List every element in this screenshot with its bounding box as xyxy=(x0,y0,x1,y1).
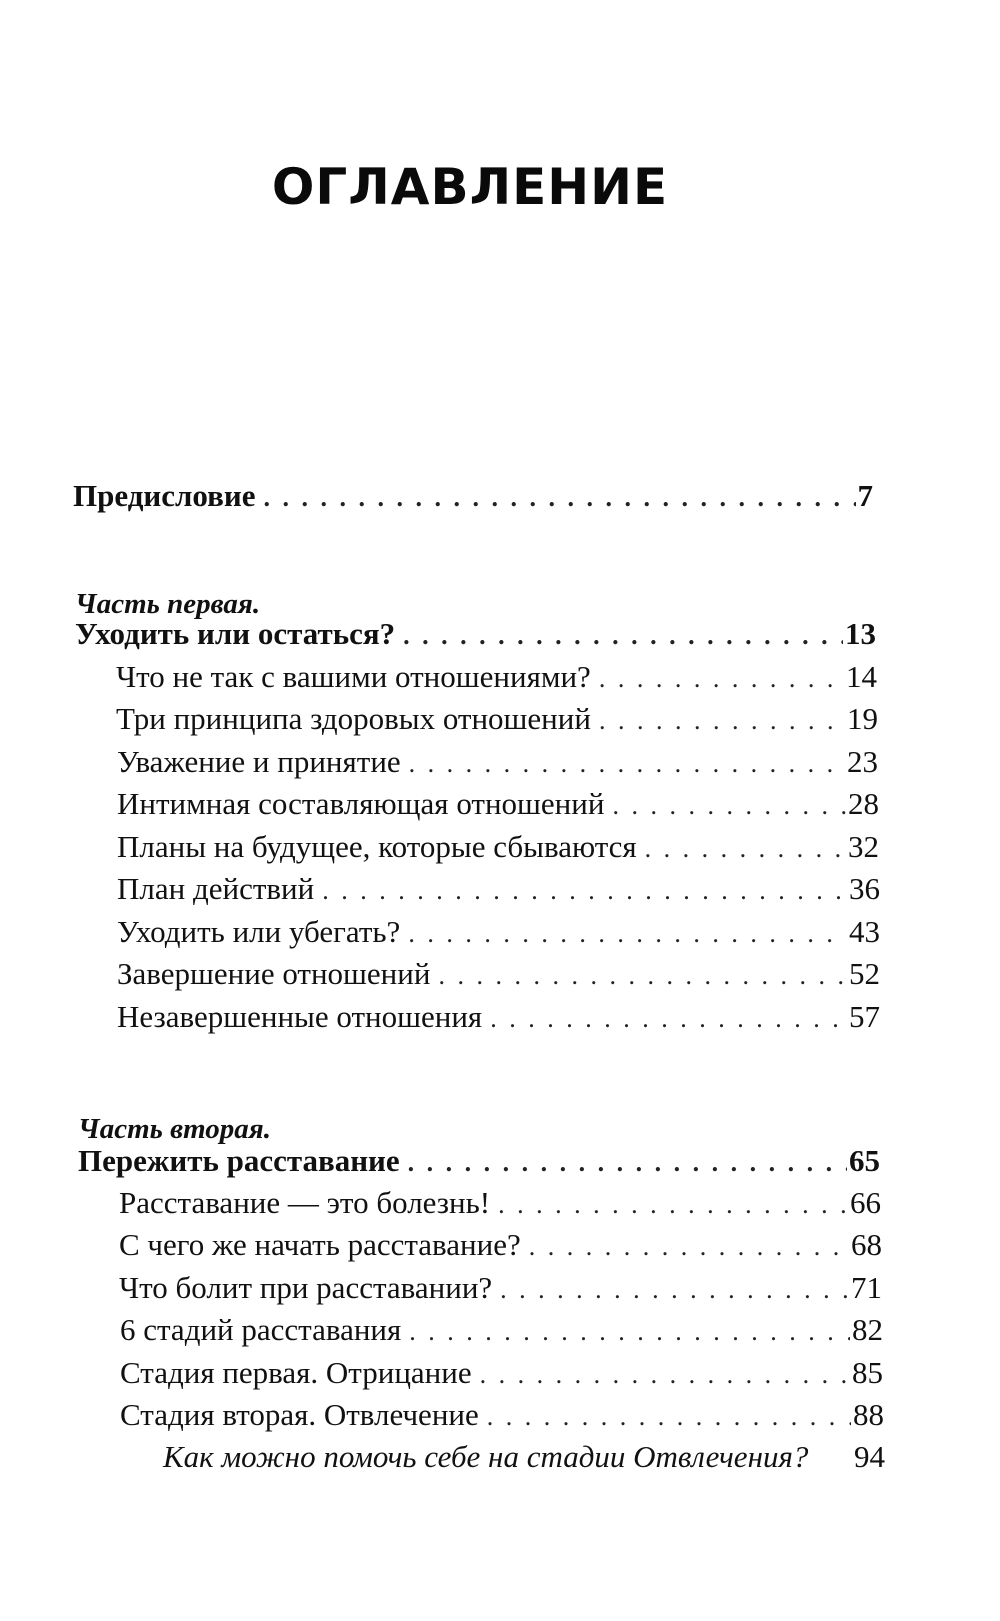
toc-entry-label: Уважение и принятие xyxy=(117,744,401,779)
dot-leader xyxy=(529,1234,849,1260)
toc-entry[interactable] xyxy=(117,873,880,904)
toc-page-number: 19 xyxy=(847,701,878,736)
dot-leader xyxy=(498,1192,848,1218)
toc-page-number: 85 xyxy=(852,1355,883,1390)
dot-leader xyxy=(264,485,856,511)
dot-leader xyxy=(480,1362,850,1388)
toc-page-number: 13 xyxy=(845,616,876,651)
dot-leader xyxy=(490,1006,847,1032)
dot-leader xyxy=(438,963,847,989)
toc-entry[interactable] xyxy=(117,916,880,947)
dot-leader xyxy=(403,623,843,649)
toc-page-number: 94 xyxy=(854,1439,885,1474)
toc-page-number: 82 xyxy=(852,1312,883,1347)
dot-leader xyxy=(408,1150,847,1176)
toc-page-number: 14 xyxy=(846,659,877,694)
dot-leader xyxy=(599,708,845,734)
toc-entry[interactable] xyxy=(120,1314,883,1345)
dot-leader xyxy=(409,1319,850,1345)
toc-subentry[interactable] xyxy=(163,1441,885,1472)
toc-page-number: 71 xyxy=(851,1270,882,1305)
part-heading: Часть первая. xyxy=(75,588,261,620)
toc-entry[interactable] xyxy=(119,1229,882,1260)
toc-entry-label: Как можно помочь себе на стадии Отвлечения? xyxy=(163,1439,809,1474)
toc-entry[interactable] xyxy=(120,1399,884,1430)
toc-entry-label: Что не так с вашими отношениями? xyxy=(116,659,591,694)
toc-page-number: 57 xyxy=(849,999,880,1034)
toc-entry-label: Незавершенные отношения xyxy=(117,999,483,1034)
dot-leader xyxy=(612,793,846,819)
toc-entry[interactable] xyxy=(120,1357,883,1388)
page-title: ОГЛАВЛЕНИЕ xyxy=(271,158,669,216)
toc-entry[interactable] xyxy=(116,703,878,734)
toc-page-number: 88 xyxy=(853,1397,884,1432)
toc-entry[interactable] xyxy=(117,1001,880,1032)
toc-entry[interactable] xyxy=(116,661,877,692)
toc-entry[interactable] xyxy=(117,831,879,862)
toc-entry-label: Расставание — это болезнь! xyxy=(119,1185,491,1220)
toc-entry-preface[interactable] xyxy=(73,480,873,511)
toc-entry-label: Интимная составляющая отношений xyxy=(117,786,605,821)
toc-page-number: 66 xyxy=(850,1185,881,1220)
toc-page-number: 68 xyxy=(851,1227,882,1262)
toc-entry[interactable] xyxy=(117,958,880,989)
dot-leader xyxy=(645,836,846,862)
toc-entry-label: Три принципа здоровых отношений xyxy=(116,701,591,736)
toc-entry[interactable] xyxy=(117,746,878,777)
toc-page-number: 36 xyxy=(849,871,880,906)
dot-leader xyxy=(409,751,845,777)
toc-entry-label: Стадия вторая. Отвлечение xyxy=(120,1397,479,1432)
toc-entry-label: Уходить или остаться? xyxy=(75,616,396,651)
toc-entry-label: План действий xyxy=(117,871,315,906)
dot-leader xyxy=(408,921,847,947)
toc-page-number: 23 xyxy=(847,744,878,779)
toc-entry-part-title[interactable] xyxy=(78,1145,880,1176)
dot-leader xyxy=(599,666,844,692)
toc-entry[interactable] xyxy=(119,1272,882,1303)
toc-entry-part-title[interactable] xyxy=(75,618,876,649)
dot-leader xyxy=(487,1404,851,1430)
toc-entry-label: Планы на будущее, которые сбываются xyxy=(117,829,637,864)
toc-page-number: 7 xyxy=(857,478,873,513)
toc-page-number: 32 xyxy=(848,829,879,864)
toc-page-number: 65 xyxy=(849,1143,880,1178)
toc-entry-label: Уходить или убегать? xyxy=(117,914,401,949)
toc-entry-label: Пережить расставание xyxy=(78,1143,400,1178)
dot-leader xyxy=(322,878,847,904)
toc-entry-label: Что болит при расставании? xyxy=(119,1270,493,1305)
toc-page-number: 52 xyxy=(849,956,880,991)
toc-entry-label: Стадия первая. Отрицание xyxy=(120,1355,472,1390)
toc-entry-label: 6 стадий расставания xyxy=(120,1312,402,1347)
toc-entry-label: С чего же начать расставание? xyxy=(119,1227,521,1262)
toc-entry-label: Предисловие xyxy=(73,478,256,513)
toc-entry-label: Завершение отношений xyxy=(117,956,431,991)
part-heading: Часть вторая. xyxy=(78,1113,271,1145)
toc-page-number: 43 xyxy=(849,914,880,949)
dot-leader xyxy=(500,1277,849,1303)
toc-entry[interactable] xyxy=(117,788,879,819)
toc-entry[interactable] xyxy=(119,1187,881,1218)
toc-page-number: 28 xyxy=(848,786,879,821)
